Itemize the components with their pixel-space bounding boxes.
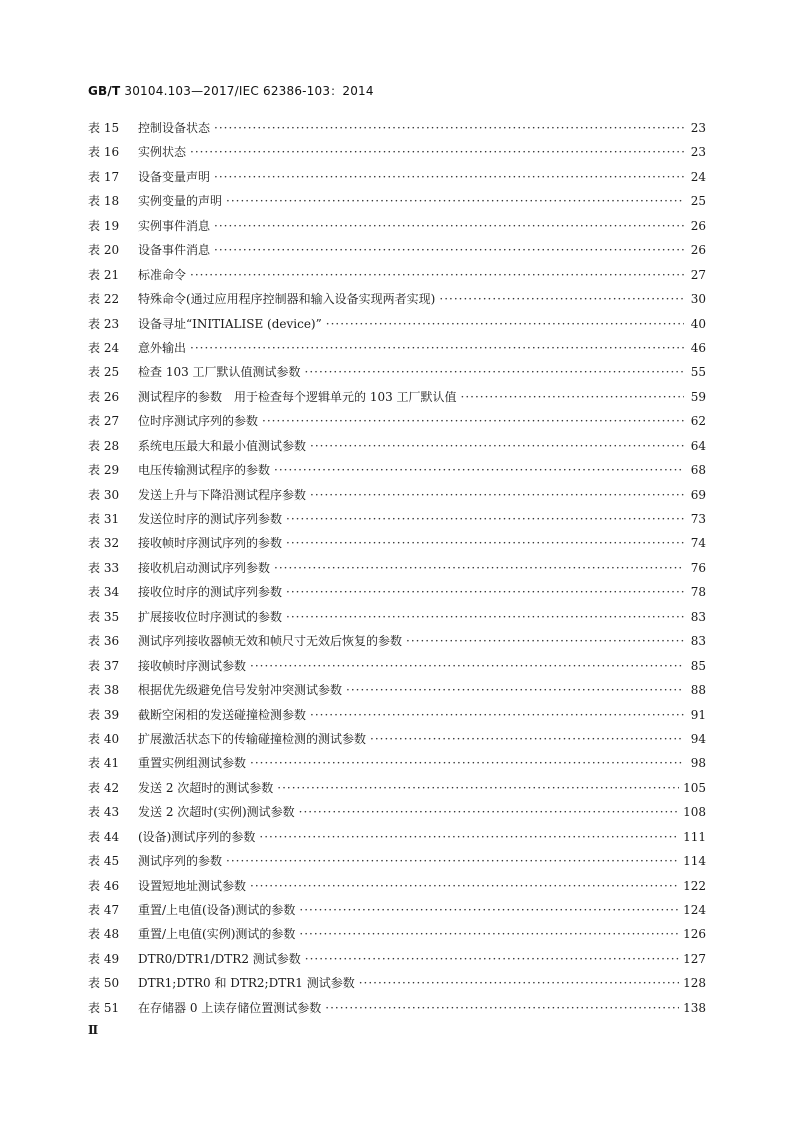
toc-entry-title: 发送位时序的测试序列参数 bbox=[138, 512, 283, 526]
dot-leader bbox=[259, 825, 679, 849]
toc-entry-title: 控制设备状态 bbox=[138, 121, 211, 135]
toc-entry-title: 设备寻址“INITIALISE (device)” bbox=[138, 316, 322, 331]
toc-entry-number: 表 22 bbox=[88, 292, 120, 307]
toc-entry[interactable] bbox=[88, 287, 706, 311]
toc-entry-title: 电压传输测试程序的参数 bbox=[138, 463, 271, 478]
toc-entry-page: 78 bbox=[690, 585, 706, 600]
toc-entry-number: 表 37 bbox=[88, 658, 120, 673]
dot-leader bbox=[286, 605, 684, 629]
toc-entry-title: 测试程序的参数 用于检查每个逻辑单元的 103 工厂默认值 bbox=[138, 389, 457, 404]
toc-entry[interactable] bbox=[88, 654, 706, 678]
standard-number: 30104.103—2017/IEC 62386-103：2014 bbox=[124, 84, 374, 98]
toc-entry-title: 扩展激活状态下的传输碰撞检测的测试参数 bbox=[138, 731, 367, 746]
toc-entry-title: 发送上升与下降沿测试程序参数 bbox=[138, 487, 307, 502]
dot-leader bbox=[325, 996, 679, 1020]
dot-leader bbox=[214, 165, 684, 189]
toc-entry-title: 在存储器 0 上读存储位置测试参数 bbox=[138, 1000, 322, 1015]
toc-entry-title: 重置/上电值(设备)测试的参数 bbox=[138, 903, 296, 917]
toc-entry-number: 表 20 bbox=[88, 243, 120, 258]
toc-entry-page: 85 bbox=[690, 658, 706, 673]
dot-leader bbox=[214, 214, 684, 238]
dot-leader bbox=[226, 849, 679, 873]
toc-entry-page: 98 bbox=[690, 756, 706, 771]
toc-entry[interactable] bbox=[88, 385, 706, 409]
toc-entry-page: 59 bbox=[690, 389, 706, 404]
toc-entry[interactable] bbox=[88, 189, 706, 213]
toc-entry-page: 114 bbox=[683, 854, 706, 869]
dot-leader bbox=[310, 703, 684, 727]
toc-entry-number: 表 43 bbox=[88, 805, 120, 820]
toc-entry[interactable] bbox=[88, 996, 706, 1020]
dot-leader bbox=[286, 507, 684, 531]
toc-entry[interactable] bbox=[88, 116, 706, 140]
toc-entry-number: 表 42 bbox=[88, 780, 120, 795]
toc-entry-number: 表 32 bbox=[88, 536, 120, 551]
dot-leader bbox=[226, 189, 684, 213]
dot-leader bbox=[190, 263, 684, 287]
toc-entry-page: 76 bbox=[690, 560, 706, 575]
dot-leader bbox=[286, 531, 684, 555]
toc-entry[interactable] bbox=[88, 312, 706, 336]
standard-prefix: GB/T bbox=[88, 84, 121, 98]
toc-entry-title: 扩展接收位时序测试的参数 bbox=[138, 609, 283, 624]
toc-entry-number: 表 40 bbox=[88, 731, 120, 746]
dot-leader bbox=[250, 751, 684, 775]
toc-entry-page: 23 bbox=[690, 145, 706, 160]
toc-entry-page: 30 bbox=[690, 292, 706, 307]
toc-entry[interactable] bbox=[88, 483, 706, 507]
toc-entry-title: (设备)测试序列的参数 bbox=[138, 829, 256, 844]
dot-leader bbox=[274, 458, 684, 482]
toc-entry[interactable] bbox=[88, 458, 706, 482]
toc-entry-number: 表 29 bbox=[88, 463, 120, 478]
toc-entry-page: 83 bbox=[690, 634, 706, 649]
toc-entry-title: 测试序列的参数 bbox=[138, 854, 223, 869]
toc-entry-page: 69 bbox=[690, 487, 706, 502]
toc-entry-page: 108 bbox=[683, 805, 706, 820]
dot-leader bbox=[190, 336, 684, 360]
toc-entry-page: 127 bbox=[683, 951, 706, 966]
toc-entry-page: 40 bbox=[690, 316, 706, 331]
toc-entry-title: 标准命令 bbox=[138, 267, 187, 282]
dot-leader bbox=[214, 116, 684, 140]
toc-entry-number: 表 34 bbox=[88, 585, 120, 600]
toc-entry-page: 91 bbox=[690, 707, 706, 722]
toc-entry-page: 124 bbox=[683, 903, 706, 917]
toc-entry[interactable] bbox=[88, 580, 706, 604]
toc-entry-title: 设置短地址测试参数 bbox=[138, 878, 247, 893]
dot-leader bbox=[370, 727, 684, 751]
toc-entry-page: 62 bbox=[690, 414, 706, 429]
toc-entry-title: 意外输出 bbox=[138, 340, 187, 355]
dot-leader bbox=[250, 654, 684, 678]
toc-entry-number: 表 23 bbox=[88, 316, 120, 331]
dot-leader bbox=[277, 776, 679, 800]
toc-entry-title: 设备事件消息 bbox=[138, 243, 211, 258]
toc-entry-page: 122 bbox=[683, 878, 706, 893]
toc-entry[interactable] bbox=[88, 922, 706, 946]
dot-leader bbox=[286, 580, 684, 604]
toc-entry-number: 表 24 bbox=[88, 340, 120, 355]
toc-entry[interactable] bbox=[88, 703, 706, 727]
dot-leader bbox=[190, 140, 684, 164]
toc-entry[interactable] bbox=[88, 165, 706, 189]
toc-entry-title: 接收帧时序测试参数 bbox=[138, 658, 247, 673]
toc-entry-number: 表 27 bbox=[88, 414, 120, 429]
toc-entry[interactable] bbox=[88, 238, 706, 262]
toc-entry-number: 表 38 bbox=[88, 683, 120, 698]
toc-entry-page: 74 bbox=[690, 536, 706, 551]
toc-entry-page: 105 bbox=[683, 780, 706, 795]
toc-entry-page: 27 bbox=[690, 267, 706, 282]
toc-entry-title: 测试序列接收器帧无效和帧尺寸无效后恢复的参数 bbox=[138, 634, 403, 649]
toc-entry[interactable] bbox=[88, 434, 706, 458]
dot-leader bbox=[359, 971, 679, 995]
toc-entry-title: 设备变量声明 bbox=[138, 169, 211, 184]
toc-entry-title: DTR0/DTR1/DTR2 测试参数 bbox=[138, 951, 301, 966]
toc-entry-page: 94 bbox=[690, 731, 706, 746]
toc-entry-title: 根据优先级避免信号发射冲突测试参数 bbox=[138, 683, 343, 698]
toc-entry-title: 接收机启动测试序列参数 bbox=[138, 560, 271, 575]
toc-entry[interactable] bbox=[88, 507, 706, 531]
toc-entry-page: 55 bbox=[690, 365, 706, 380]
toc-entry[interactable] bbox=[88, 556, 706, 580]
toc-entry[interactable] bbox=[88, 263, 706, 287]
toc-entry-number: 表 28 bbox=[88, 438, 120, 453]
toc-entry-number: 表 35 bbox=[88, 609, 120, 624]
toc-entry-title: 检查 103 工厂默认值测试参数 bbox=[138, 365, 301, 380]
toc-entry[interactable] bbox=[88, 825, 706, 849]
toc-entry[interactable] bbox=[88, 605, 706, 629]
toc-entry[interactable] bbox=[88, 751, 706, 775]
toc-entry[interactable] bbox=[88, 214, 706, 238]
dot-leader bbox=[406, 629, 684, 653]
toc-entry-number: 表 44 bbox=[88, 829, 120, 844]
dot-leader bbox=[299, 898, 679, 922]
toc-entry-page: 25 bbox=[690, 194, 706, 209]
toc-entry-title: 接收位时序的测试序列参数 bbox=[138, 585, 283, 600]
dot-leader bbox=[326, 312, 684, 336]
toc-entry-page: 46 bbox=[690, 340, 706, 355]
toc-entry[interactable] bbox=[88, 409, 706, 433]
toc-entry[interactable] bbox=[88, 849, 706, 873]
toc-entry-title: 实例状态 bbox=[138, 145, 187, 160]
toc-entry-title: 重置/上电值(实例)测试的参数 bbox=[138, 927, 296, 942]
toc-entry[interactable] bbox=[88, 140, 706, 164]
toc-entry-title: 特殊命令(通过应用程序控制器和输入设备实现两者实现) bbox=[138, 292, 436, 307]
toc-entry-title: DTR1;DTR0 和 DTR2;DTR1 测试参数 bbox=[138, 976, 355, 991]
toc-entry-title: 发送 2 次超时的测试参数 bbox=[138, 780, 274, 795]
toc-entry-page: 111 bbox=[683, 829, 706, 844]
toc-entry[interactable] bbox=[88, 874, 706, 898]
toc-entry-number: 表 47 bbox=[88, 903, 120, 917]
dot-leader bbox=[461, 385, 684, 409]
toc-entry-number: 表 36 bbox=[88, 634, 120, 649]
toc-entry-page: 138 bbox=[683, 1000, 706, 1015]
toc-entry-number: 表 50 bbox=[88, 976, 120, 991]
toc-entry-number: 表 18 bbox=[88, 194, 120, 209]
dot-leader bbox=[305, 360, 684, 384]
toc-entry-title: 系统电压最大和最小值测试参数 bbox=[138, 438, 307, 453]
toc-entry-page: 73 bbox=[690, 512, 706, 526]
toc-entry-page: 88 bbox=[690, 683, 706, 698]
dot-leader bbox=[250, 874, 679, 898]
toc-entry-number: 表 30 bbox=[88, 487, 120, 502]
dot-leader bbox=[299, 800, 679, 824]
page-number: Ⅱ bbox=[88, 1023, 99, 1037]
toc-entry[interactable] bbox=[88, 971, 706, 995]
toc-entry-page: 23 bbox=[690, 121, 706, 135]
toc-entry-number: 表 51 bbox=[88, 1000, 120, 1015]
toc-entry-number: 表 21 bbox=[88, 267, 120, 282]
toc-entry-page: 83 bbox=[690, 609, 706, 624]
toc-entry-title: 接收帧时序测试序列的参数 bbox=[138, 536, 283, 551]
toc-entry[interactable] bbox=[88, 727, 706, 751]
toc-entry[interactable] bbox=[88, 678, 706, 702]
dot-leader bbox=[274, 556, 684, 580]
toc-entry[interactable] bbox=[88, 898, 706, 922]
toc-entry-number: 表 31 bbox=[88, 512, 120, 526]
toc-entry-page: 64 bbox=[690, 438, 706, 453]
dot-leader bbox=[214, 238, 684, 262]
dot-leader bbox=[299, 922, 679, 946]
toc-entry-number: 表 17 bbox=[88, 169, 120, 184]
toc-entry-number: 表 45 bbox=[88, 854, 120, 869]
toc-entry-number: 表 15 bbox=[88, 121, 120, 135]
toc-entry-title: 实例事件消息 bbox=[138, 218, 211, 233]
toc-entry-number: 表 16 bbox=[88, 145, 120, 160]
dot-leader bbox=[439, 287, 684, 311]
toc-entry-page: 126 bbox=[683, 927, 706, 942]
dot-leader bbox=[310, 434, 684, 458]
toc-entry-title: 位时序测试序列的参数 bbox=[138, 414, 259, 429]
toc-entry-page: 128 bbox=[683, 976, 706, 991]
toc-entry-title: 实例变量的声明 bbox=[138, 194, 223, 209]
toc-entry[interactable] bbox=[88, 531, 706, 555]
toc-entry-number: 表 26 bbox=[88, 389, 120, 404]
dot-leader bbox=[346, 678, 684, 702]
toc-entry-number: 表 19 bbox=[88, 218, 120, 233]
toc-entry[interactable] bbox=[88, 800, 706, 824]
toc-entry-number: 表 41 bbox=[88, 756, 120, 771]
toc-entry-title: 发送 2 次超时(实例)测试参数 bbox=[138, 805, 295, 820]
dot-leader bbox=[262, 409, 684, 433]
toc-entry-number: 表 33 bbox=[88, 560, 120, 575]
toc-entry-title: 截断空闲相的发送碰撞检测参数 bbox=[138, 707, 307, 722]
dot-leader bbox=[310, 483, 684, 507]
toc-entry-page: 24 bbox=[690, 169, 706, 184]
toc-entry[interactable] bbox=[88, 947, 706, 971]
page-header bbox=[88, 82, 374, 99]
toc-entry-number: 表 46 bbox=[88, 878, 120, 893]
toc-entry[interactable] bbox=[88, 776, 706, 800]
toc-entry-number: 表 39 bbox=[88, 707, 120, 722]
toc-entry-title: 重置实例组测试参数 bbox=[138, 756, 247, 771]
toc-entry-page: 26 bbox=[690, 243, 706, 258]
dot-leader bbox=[305, 947, 679, 971]
toc-entry-number: 表 48 bbox=[88, 927, 120, 942]
toc-entry[interactable] bbox=[88, 336, 706, 360]
toc-entry-page: 68 bbox=[690, 463, 706, 478]
toc-entry-page: 26 bbox=[690, 218, 706, 233]
toc-entry-number: 表 25 bbox=[88, 365, 120, 380]
toc-entry[interactable] bbox=[88, 360, 706, 384]
toc-entry-number: 表 49 bbox=[88, 951, 120, 966]
table-of-contents bbox=[88, 116, 706, 1020]
toc-entry[interactable] bbox=[88, 629, 706, 653]
